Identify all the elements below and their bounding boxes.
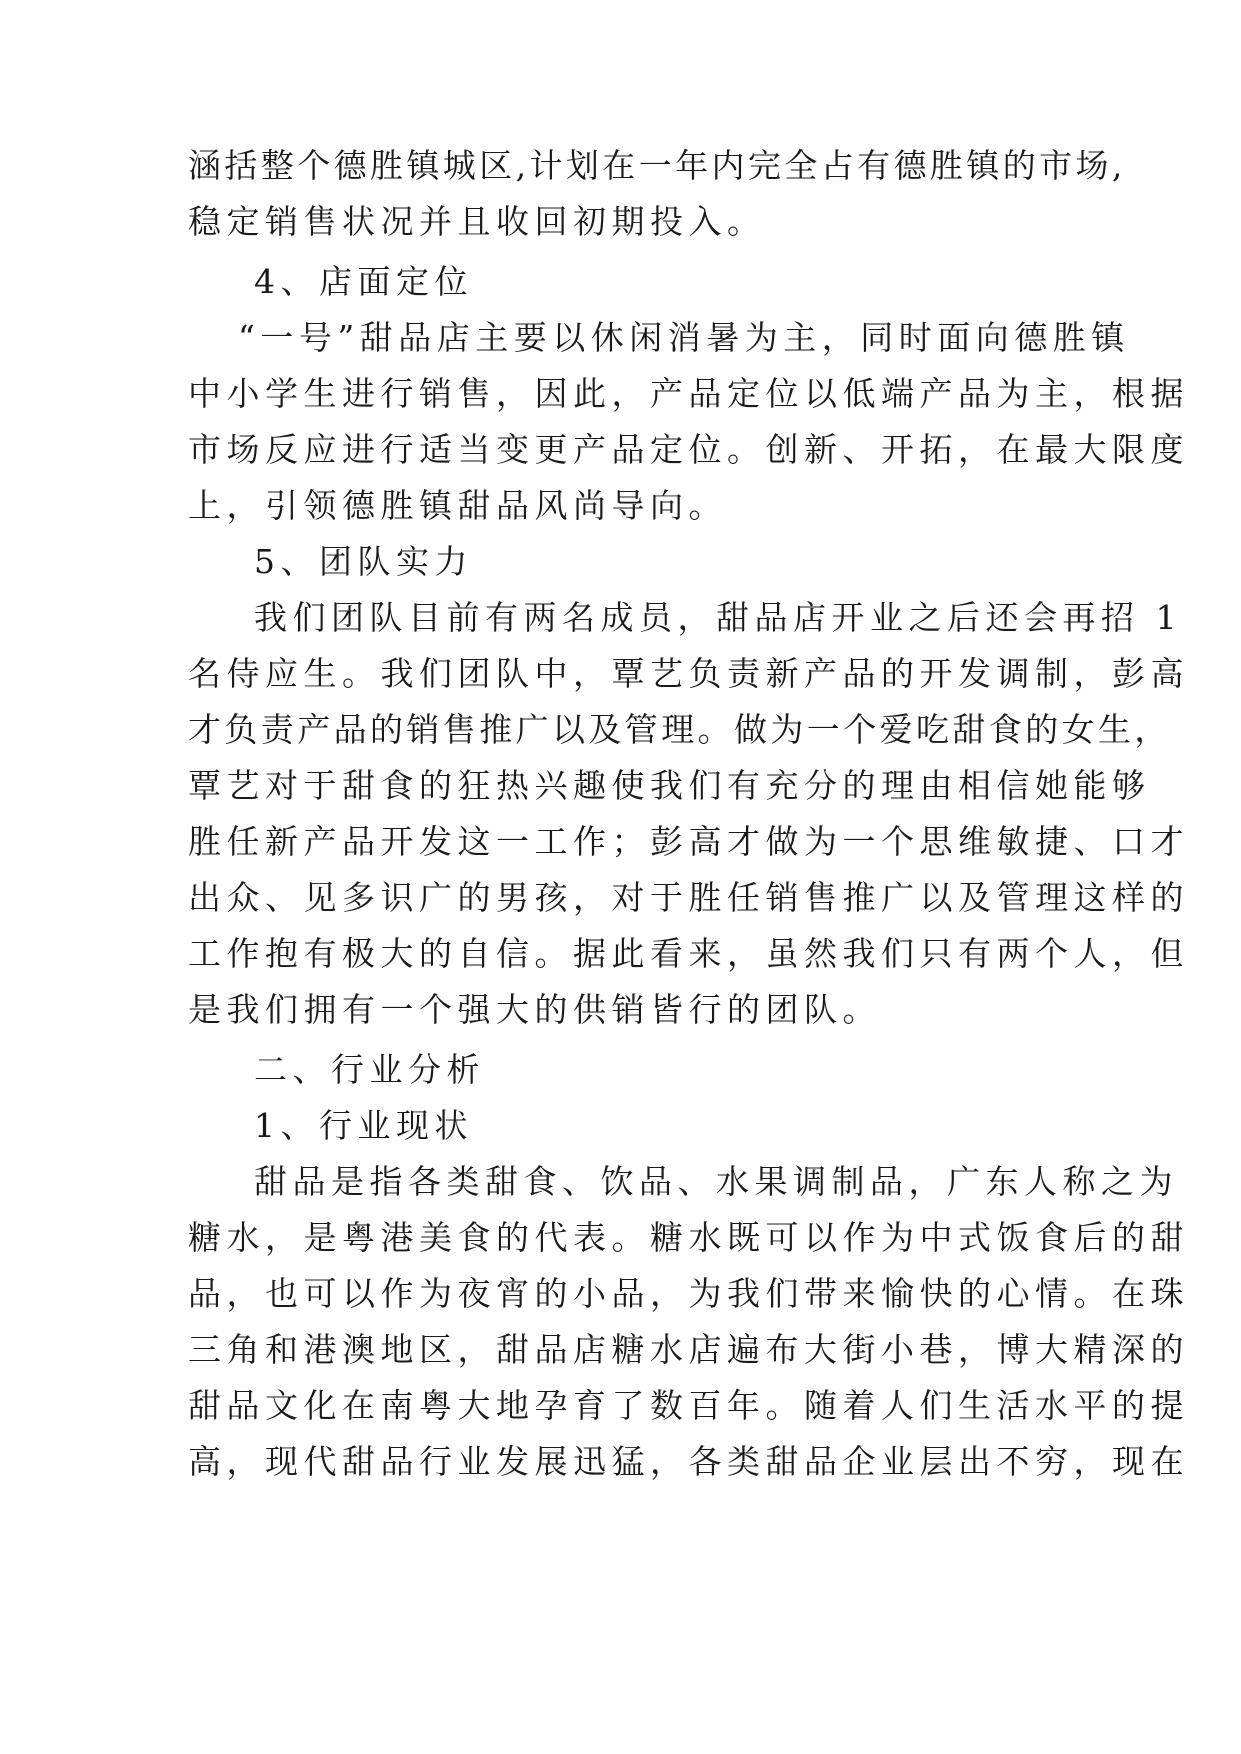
paragraph-line: 稳定销售状况并且收回初期投入。: [188, 202, 766, 241]
paragraph-line: 品，也可以作为夜宵的小品，为我们带来愉快的心情。在珠: [188, 1274, 1189, 1313]
section-heading: 5、团队实力: [254, 542, 473, 581]
paragraph-line: 三角和港澳地区，甜品店糖水店遍布大街小巷，博大精深的: [188, 1330, 1189, 1369]
paragraph-line: 我们团队目前有两名成员，甜品店开业之后还会再招 1: [254, 598, 1182, 637]
paragraph-line: 高，现代甜品行业发展迅猛，各类甜品企业层出不穷，现在: [188, 1442, 1189, 1481]
paragraph-line: 甜品是指各类甜食、饮品、水果调制品，广东人称之为: [254, 1162, 1178, 1201]
paragraph-line: 中小学生进行销售，因此，产品定位以低端产品为主，根据: [188, 374, 1189, 413]
paragraph-line: 市场反应进行适当变更产品定位。创新、开拓，在最大限度: [188, 430, 1189, 469]
paragraph-line: 出众、见多识广的男孩，对于胜任销售推广以及管理这样的: [188, 878, 1189, 917]
paragraph-line: 甜品文化在南粤大地孕育了数百年。随着人们生活水平的提: [188, 1386, 1189, 1425]
paragraph-line: 名侍应生。我们团队中，覃艺负责新产品的开发调制，彭高: [188, 654, 1189, 693]
paragraph-line: 才负责产品的销售推广以及管理。做为一个爱吃甜食的女生，: [188, 710, 1171, 749]
paragraph-line: 上，引领德胜镇甜品风尚导向。: [188, 486, 727, 525]
paragraph-line: 胜任新产品开发这一工作；彭高才做为一个思维敏捷、口才: [188, 822, 1189, 861]
paragraph-line: “一号”甜品店主要以休闲消暑为主，同时面向德胜镇: [238, 318, 1130, 357]
paragraph-line: 工作抱有极大的自信。据此看来，虽然我们只有两个人，但: [188, 934, 1189, 973]
section-heading: 1、行业现状: [254, 1106, 473, 1145]
section-heading: 二、行业分析: [254, 1050, 485, 1089]
paragraph-line: 是我们拥有一个强大的供销皆行的团队。: [188, 990, 881, 1029]
paragraph-line: 糖水，是粤港美食的代表。糖水既可以作为中式饭食后的甜: [188, 1218, 1189, 1257]
paragraph-line: 覃艺对于甜食的狂热兴趣使我们有充分的理由相信她能够: [188, 766, 1151, 805]
section-heading: 4、店面定位: [254, 262, 473, 301]
paragraph-line: 涵括整个德胜镇城区,计划在一年内完全占有德胜镇的市场,: [188, 146, 1126, 185]
